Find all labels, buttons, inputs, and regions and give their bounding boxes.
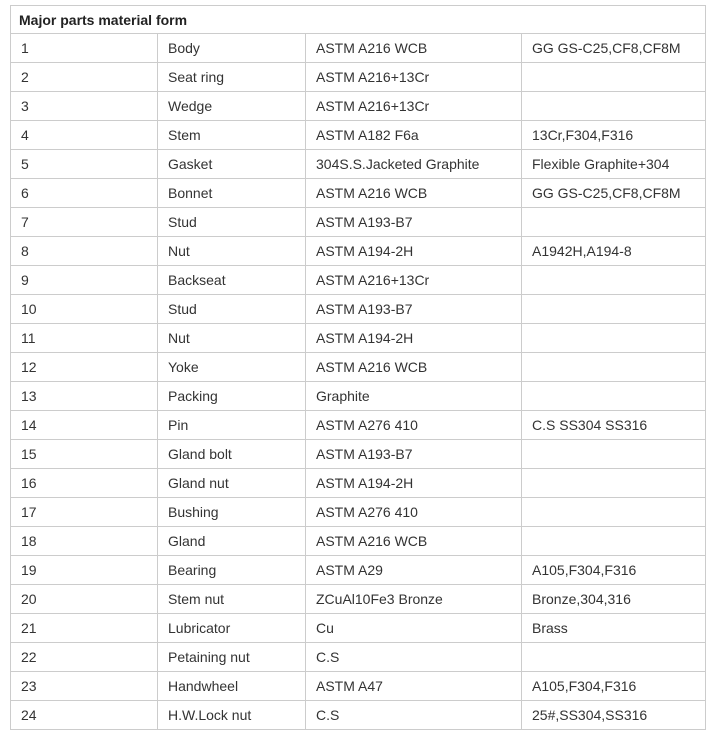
table-row <box>11 556 706 585</box>
row-number-cell: 21 <box>11 614 158 643</box>
row-number-cell: 10 <box>11 295 158 324</box>
alternative-material-cell: Flexible Graphite+304 <box>522 150 706 179</box>
material-cell: ASTM A193-B7 <box>306 440 522 469</box>
row-number-cell: 18 <box>11 527 158 556</box>
table-row <box>11 498 706 527</box>
row-number-cell: 4 <box>11 121 158 150</box>
table-row <box>11 34 706 63</box>
alternative-material-cell: Brass <box>522 614 706 643</box>
table-row <box>11 150 706 179</box>
alternative-material-cell: Bronze,304,316 <box>522 585 706 614</box>
table-row <box>11 672 706 701</box>
materials-table <box>10 5 706 730</box>
row-number-cell: 7 <box>11 208 158 237</box>
part-name-cell: Handwheel <box>158 672 306 701</box>
material-cell: Graphite <box>306 382 522 411</box>
material-cell: ASTM A216 WCB <box>306 179 522 208</box>
table-row <box>11 643 706 672</box>
row-number-cell: 9 <box>11 266 158 295</box>
part-name-cell: Wedge <box>158 92 306 121</box>
table-row <box>11 63 706 92</box>
row-number-cell: 14 <box>11 411 158 440</box>
table-row <box>11 237 706 266</box>
row-number-cell: 8 <box>11 237 158 266</box>
part-name-cell: Nut <box>158 237 306 266</box>
part-name-cell: Petaining nut <box>158 643 306 672</box>
part-name-cell: Gasket <box>158 150 306 179</box>
row-number-cell: 2 <box>11 63 158 92</box>
part-name-cell: Pin <box>158 411 306 440</box>
row-number-cell: 19 <box>11 556 158 585</box>
table-title: Major parts material form <box>11 6 706 34</box>
alternative-material-cell <box>522 440 706 469</box>
table-row <box>11 411 706 440</box>
material-cell: ASTM A216+13Cr <box>306 266 522 295</box>
part-name-cell: Stud <box>158 295 306 324</box>
part-name-cell: Stem nut <box>158 585 306 614</box>
part-name-cell: Lubricator <box>158 614 306 643</box>
part-name-cell: Gland <box>158 527 306 556</box>
row-number-cell: 12 <box>11 353 158 382</box>
part-name-cell: Gland nut <box>158 469 306 498</box>
row-number-cell: 3 <box>11 92 158 121</box>
material-cell: ASTM A216 WCB <box>306 353 522 382</box>
table-row <box>11 353 706 382</box>
part-name-cell: H.W.Lock nut <box>158 701 306 730</box>
material-cell: ASTM A194-2H <box>306 324 522 353</box>
material-cell: ASTM A276 410 <box>306 498 522 527</box>
alternative-material-cell <box>522 208 706 237</box>
alternative-material-cell <box>522 382 706 411</box>
material-cell: ASTM A276 410 <box>306 411 522 440</box>
material-cell: ASTM A216+13Cr <box>306 92 522 121</box>
part-name-cell: Bearing <box>158 556 306 585</box>
part-name-cell: Body <box>158 34 306 63</box>
table-row <box>11 324 706 353</box>
table-row <box>11 208 706 237</box>
table-title-row <box>11 6 706 34</box>
material-cell: ASTM A216+13Cr <box>306 63 522 92</box>
alternative-material-cell <box>522 63 706 92</box>
material-cell: ASTM A194-2H <box>306 237 522 266</box>
row-number-cell: 5 <box>11 150 158 179</box>
alternative-material-cell <box>522 324 706 353</box>
material-cell: ASTM A29 <box>306 556 522 585</box>
table-row <box>11 295 706 324</box>
alternative-material-cell: GG GS-C25,CF8,CF8M <box>522 34 706 63</box>
table-row <box>11 527 706 556</box>
alternative-material-cell <box>522 295 706 324</box>
alternative-material-cell <box>522 266 706 295</box>
row-number-cell: 20 <box>11 585 158 614</box>
table-row <box>11 382 706 411</box>
part-name-cell: Bushing <box>158 498 306 527</box>
alternative-material-cell: C.S SS304 SS316 <box>522 411 706 440</box>
row-number-cell: 22 <box>11 643 158 672</box>
part-name-cell: Stud <box>158 208 306 237</box>
part-name-cell: Gland bolt <box>158 440 306 469</box>
alternative-material-cell: A105,F304,F316 <box>522 556 706 585</box>
material-cell: C.S <box>306 701 522 730</box>
row-number-cell: 6 <box>11 179 158 208</box>
material-cell: ZCuAl10Fe3 Bronze <box>306 585 522 614</box>
alternative-material-cell: 25#,SS304,SS316 <box>522 701 706 730</box>
row-number-cell: 17 <box>11 498 158 527</box>
row-number-cell: 1 <box>11 34 158 63</box>
materials-table-body <box>11 6 706 730</box>
table-row <box>11 469 706 498</box>
part-name-cell: Bonnet <box>158 179 306 208</box>
material-cell: ASTM A194-2H <box>306 469 522 498</box>
table-row <box>11 266 706 295</box>
row-number-cell: 24 <box>11 701 158 730</box>
material-cell: ASTM A182 F6a <box>306 121 522 150</box>
table-row <box>11 585 706 614</box>
material-cell: Cu <box>306 614 522 643</box>
table-row <box>11 179 706 208</box>
table-row <box>11 614 706 643</box>
alternative-material-cell: A1942H,A194-8 <box>522 237 706 266</box>
table-row <box>11 440 706 469</box>
material-cell: ASTM A193-B7 <box>306 295 522 324</box>
row-number-cell: 23 <box>11 672 158 701</box>
alternative-material-cell <box>522 469 706 498</box>
alternative-material-cell <box>522 643 706 672</box>
material-cell: ASTM A216 WCB <box>306 34 522 63</box>
part-name-cell: Yoke <box>158 353 306 382</box>
part-name-cell: Seat ring <box>158 63 306 92</box>
table-row <box>11 701 706 730</box>
table-row <box>11 121 706 150</box>
material-cell: ASTM A47 <box>306 672 522 701</box>
alternative-material-cell: A105,F304,F316 <box>522 672 706 701</box>
material-cell: 304S.S.Jacketed Graphite <box>306 150 522 179</box>
part-name-cell: Backseat <box>158 266 306 295</box>
alternative-material-cell <box>522 353 706 382</box>
row-number-cell: 15 <box>11 440 158 469</box>
row-number-cell: 16 <box>11 469 158 498</box>
alternative-material-cell <box>522 527 706 556</box>
alternative-material-cell: GG GS-C25,CF8,CF8M <box>522 179 706 208</box>
part-name-cell: Nut <box>158 324 306 353</box>
material-cell: C.S <box>306 643 522 672</box>
material-cell: ASTM A193-B7 <box>306 208 522 237</box>
alternative-material-cell <box>522 498 706 527</box>
alternative-material-cell <box>522 92 706 121</box>
part-name-cell: Stem <box>158 121 306 150</box>
row-number-cell: 13 <box>11 382 158 411</box>
part-name-cell: Packing <box>158 382 306 411</box>
material-cell: ASTM A216 WCB <box>306 527 522 556</box>
table-row <box>11 92 706 121</box>
alternative-material-cell: 13Cr,F304,F316 <box>522 121 706 150</box>
materials-table-container <box>10 5 705 730</box>
row-number-cell: 11 <box>11 324 158 353</box>
